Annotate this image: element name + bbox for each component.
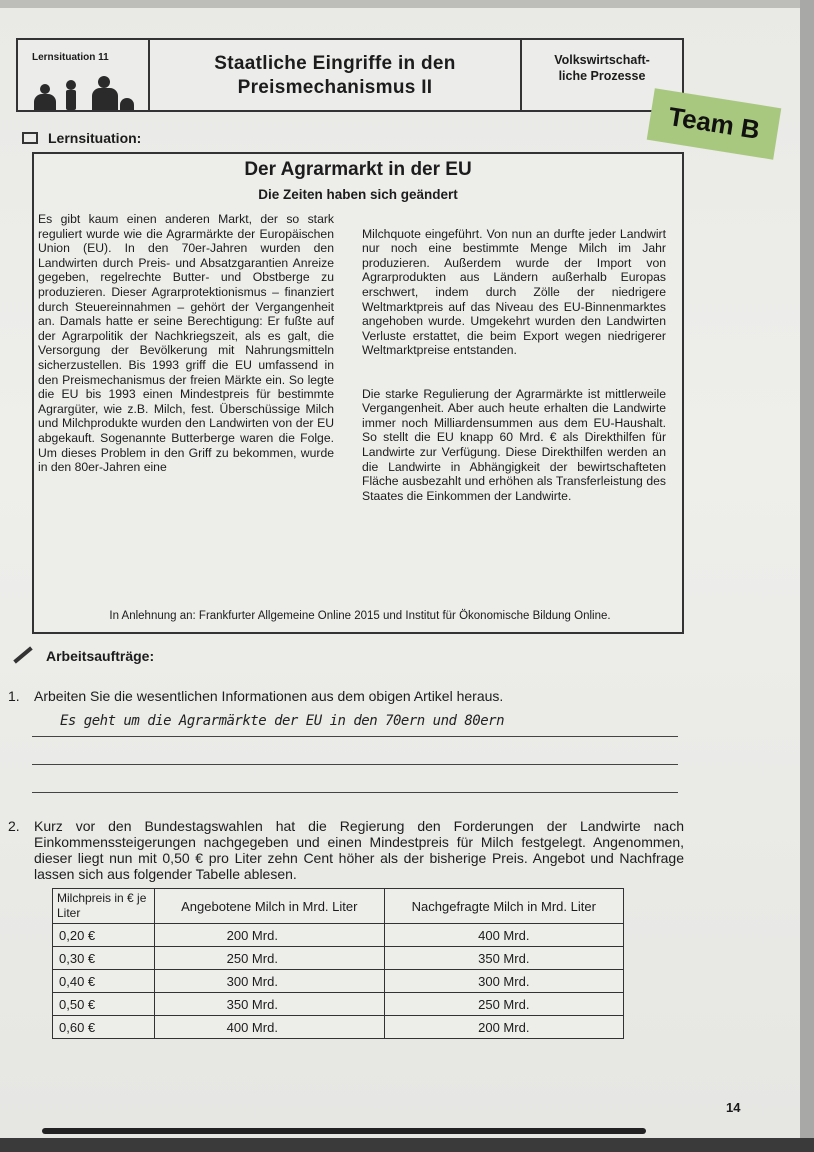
page-edge xyxy=(800,0,814,1152)
column-header: Nachgefragte Milch in Mrd. Liter xyxy=(384,889,623,924)
supply-cell: 200 Mrd. xyxy=(155,924,385,947)
price-cell: 0,50 € xyxy=(53,993,155,1016)
worksheet-title: Staatliche Eingriffe in den Preismechanismus II xyxy=(150,40,522,110)
table-row xyxy=(53,1016,624,1039)
article-paragraph: Die starke Regulierung der Agrarmärkte ist mittlerweile Vergangenheit. Aber auch heute erhalten die Landwirte immer noch Milliardensummen aus dem EU-Haushalt. So stellt die EU knapp 60 Mrd. € als Direkthilfen für Landwirte zur Verfügung. Diese Direkthilfen werden an die Landwirte in Abhängigkeit der bewirtschafteten Fläche ausbezahlt und erhöhen als Transferleistung des Staates die Einkommen der Landwirte. xyxy=(362,386,666,503)
demand-cell: 400 Mrd. xyxy=(384,924,623,947)
column-header: Milchpreis in € je Liter xyxy=(53,889,155,924)
people-illustration-icon xyxy=(32,70,136,110)
top-strip xyxy=(0,0,800,8)
demand-cell: 300 Mrd. xyxy=(384,970,623,993)
price-cell: 0,30 € xyxy=(53,947,155,970)
pencil-icon xyxy=(13,646,32,663)
price-cell: 0,40 € xyxy=(53,970,155,993)
table-row xyxy=(53,924,624,947)
answer-line xyxy=(32,792,678,793)
article-box xyxy=(32,152,684,634)
section-label: Lernsituation: xyxy=(22,130,141,146)
supply-cell: 250 Mrd. xyxy=(155,947,385,970)
tasks-heading: Arbeitsaufträge: xyxy=(12,648,154,664)
article-subtitle: Die Zeiten haben sich geändert xyxy=(258,187,458,202)
table-header-row xyxy=(53,889,624,924)
worksheet-header xyxy=(16,38,684,112)
binder-bar xyxy=(42,1128,646,1134)
milk-market-table xyxy=(52,888,624,1039)
column-header: Angebotene Milch in Mrd. Liter xyxy=(155,889,385,924)
article-paragraph: Milchquote eingeführt. Von nun an durfte jeder Landwirt nur noch eine bestimmte Menge Milch im Jahr produzieren. Außerdem wurde der Import von Agrarprodukten aus Ländern außerhalb Europas erschwert, indem durch Zölle der niedrigere Weltmarktpreis auf das Niveau des EU-Binnenmarktes angehoben wurde. Umgekehrt wurden den Landwirten Verluste erstattet, die beim Export wegen niedrigerer Weltmarktpreise entstanden. xyxy=(362,226,666,358)
answer-line xyxy=(32,736,678,737)
article-right-column xyxy=(362,212,666,518)
page-number: 14 xyxy=(726,1100,741,1115)
table-row xyxy=(53,993,624,1016)
book-icon xyxy=(22,132,38,144)
demand-cell: 200 Mrd. xyxy=(384,1016,623,1039)
lernsituation-tag: Lernsituation 11 xyxy=(32,52,109,63)
team-sticky-note: Team B xyxy=(647,88,782,159)
demand-cell: 250 Mrd. xyxy=(384,993,623,1016)
lernsituation-box xyxy=(18,40,150,110)
article-title: Der Agrarmarkt in der EU xyxy=(244,159,472,180)
price-cell: 0,60 € xyxy=(53,1016,155,1039)
demand-cell: 350 Mrd. xyxy=(384,947,623,970)
answer-line xyxy=(32,764,678,765)
table-row xyxy=(53,970,624,993)
price-cell: 0,20 € xyxy=(53,924,155,947)
page-bottom-edge xyxy=(0,1138,814,1152)
article-left-column: Es gibt kaum einen anderen Markt, der so stark reguliert wurde wie die Agrarmärkte der Europäischen Union (EU). In den 70er-Jahren wurden den Landwirten durch Preis- und Absatzgarantien Anreize gegeben, regelrechte Butter- und Obstberge zu produzieren. Dieser Agrarprotektionismus – finanziert durch Steuereinnahmen – gehört der Vergangenheit an. Damals hatte er seine Berechtigung: Er fußte auf der Agrarpolitik der Nachkriegszeit, als es galt, die Versorgung der Bevölkerung mit Nahrungsmitteln sicherzustellen. Bis 1993 griff die EU umfassend in den Preismechanismus der freien Märkte ein. So legte die EU bis 1993 einen Mindestpreis für bestimmte Agrargüter, wie z.B. Milch, fest. Überschüssige Milch und Milchprodukte wurden den Landwirten von der EU abgekauft. Sogenannte Butterberge waren die Folge. Um dieses Problem in den Griff zu bekommen, wurde in den 80er-Jahren eine xyxy=(38,212,334,475)
task-1: 1. Arbeiten Sie die wesentlichen Informationen aus dem obigen Artikel heraus. xyxy=(8,688,504,704)
handwritten-answer: Es geht um die Agrarmärkte der EU in den 70ern und 80ern xyxy=(60,713,505,729)
subject-label: Volkswirtschaft- liche Prozesse xyxy=(554,53,650,83)
supply-cell: 350 Mrd. xyxy=(155,993,385,1016)
table-row xyxy=(53,947,624,970)
article-source: In Anlehnung an: Frankfurter Allgemeine Online 2015 und Institut für Ökonomische Bildung Online. xyxy=(109,610,611,622)
supply-cell: 400 Mrd. xyxy=(155,1016,385,1039)
supply-cell: 300 Mrd. xyxy=(155,970,385,993)
task-2: 2. Kurz vor den Bundestagswahlen hat die Regierung den Forderungen der Landwirte nach Einkommenssteigerungen nachgegeben und einen Mindestpreis für Milch festgelegt. Angenommen, dieser liegt nun mit 0,50 € pro Liter zehn Cent höher als der bisherige Preis. Angebot und Nachfrage lassen sich aus folgender Tabelle ablesen. xyxy=(8,818,684,882)
